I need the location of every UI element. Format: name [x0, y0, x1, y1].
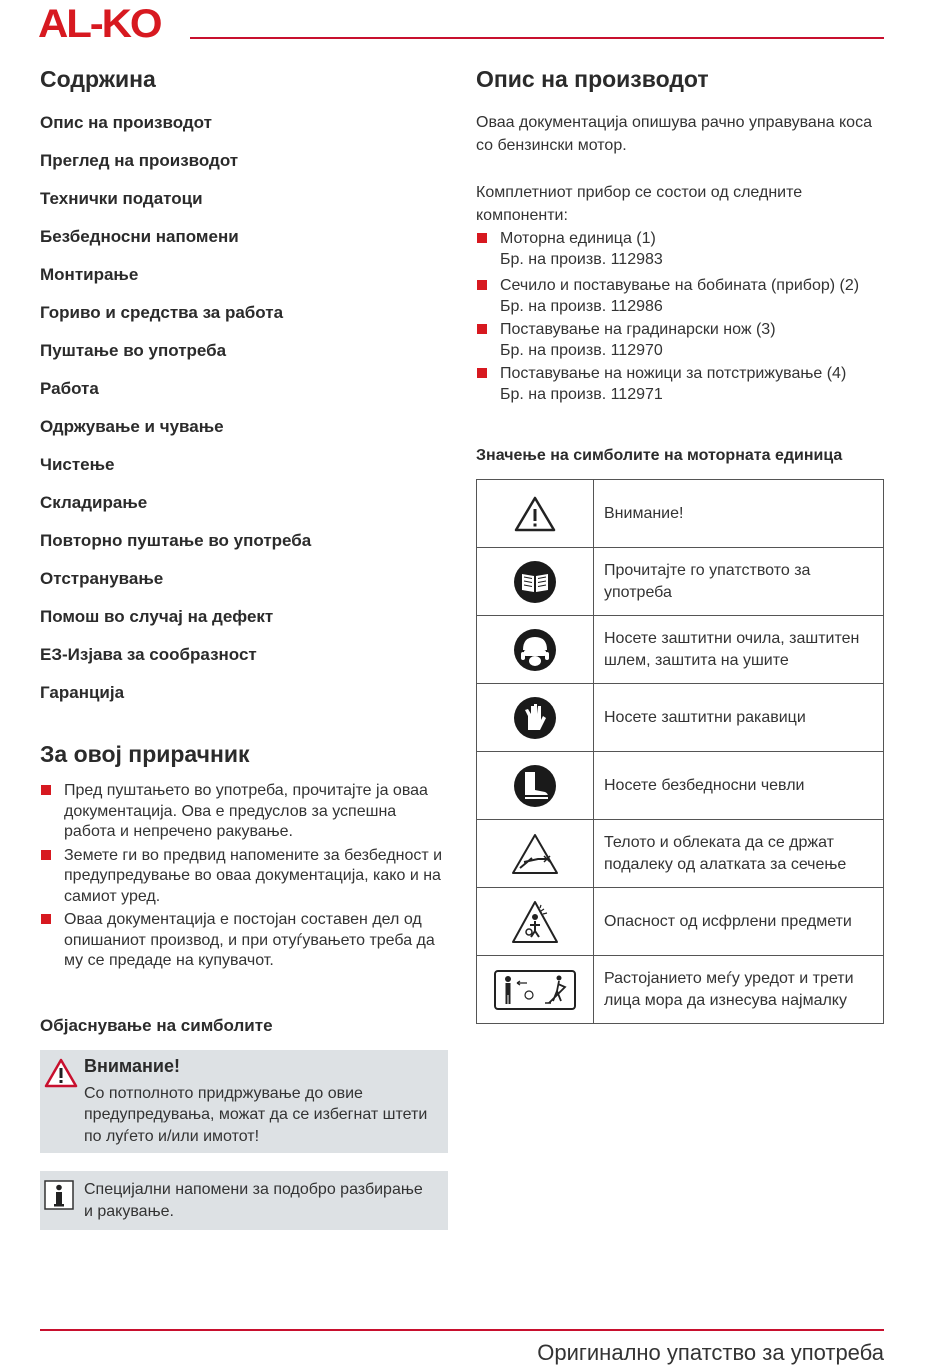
- components-intro: Комплетниот прибор се состои од следните компоненти:: [476, 184, 803, 224]
- safe-distance-icon: [477, 969, 593, 1011]
- toc-item[interactable]: Безбедносни напомени: [40, 227, 239, 246]
- bullet-text: Оваа документација е постојан составен дел од опишаниот производ, и при отуѓувањето треба да му се предаде на купувачот.: [64, 911, 435, 969]
- bullet-square-icon: [41, 785, 51, 795]
- component-part: Бр. на произв. 112983: [500, 250, 663, 268]
- left-column: [40, 66, 448, 1230]
- bullet-square-icon: [477, 368, 487, 378]
- toc-title: Содржина: [40, 66, 156, 92]
- component-item: [476, 320, 884, 361]
- table-row: [477, 548, 884, 616]
- table-row: [477, 820, 884, 888]
- symbol-text: Опасност од исфрлени предмети: [594, 888, 884, 956]
- symbol-text: Носете безбедносни чевли: [594, 752, 884, 820]
- bullet-item: [40, 846, 448, 908]
- bullet-square-icon: [477, 280, 487, 290]
- toc-item[interactable]: Пуштање во употреба: [40, 341, 227, 360]
- warning-triangle-icon: [44, 1058, 78, 1093]
- component-name: Моторна единица (1): [500, 230, 656, 247]
- bullet-square-icon: [41, 914, 51, 924]
- footer-rule: [40, 1329, 884, 1331]
- symbol-text: Прочитајте го упатството за употреба: [594, 548, 884, 616]
- component-part: Бр. на произв. 112971: [500, 385, 663, 403]
- table-row: [477, 956, 884, 1024]
- symbol-text: Носете заштитни ракавици: [594, 684, 884, 752]
- bullet-text: Пред пуштањето во употреба, прочитајте ја оваа документација. Ова е предуслов за успешна работа и непречено ракување.: [64, 782, 428, 840]
- toc-item[interactable]: Технички податоци: [40, 189, 203, 208]
- table-row: [477, 616, 884, 684]
- info-box: [40, 1171, 448, 1230]
- right-column: [476, 66, 884, 1024]
- footer-text: Оригинално упатство за употреба: [537, 1340, 884, 1365]
- manual-bullets: [40, 781, 448, 972]
- gloves-icon: [477, 696, 593, 740]
- symbol-text: Телото и облеката да се држат подалеку од алатката за сечење: [594, 820, 884, 888]
- product-title: Опис на производот: [476, 66, 709, 92]
- component-part: Бр. на произв. 112970: [500, 341, 663, 359]
- warning-text: Со потполното придржување до овие предупредувања, можат да се избегнат штети по луѓето и/или имотот!: [84, 1084, 428, 1145]
- component-name: Поставување на градинарски нож (3): [500, 321, 776, 338]
- header-rule: [190, 37, 884, 39]
- component-part: Бр. на произв. 112986: [500, 297, 663, 315]
- symbols-table: [476, 479, 884, 1024]
- warning-triangle-icon: [477, 495, 593, 533]
- component-name: Сечило и поставување на бобината (прибор) (2): [500, 277, 860, 294]
- motor-symbols-title: Значење на симболите на моторната единица: [476, 447, 843, 464]
- symbol-cell: [477, 820, 594, 888]
- toc-item[interactable]: Гориво и средства за работа: [40, 303, 284, 322]
- thrown-objects-icon: [477, 899, 593, 945]
- manual-title: За овој прирачник: [40, 741, 250, 767]
- bullet-item: [40, 910, 448, 972]
- toc-list: [40, 113, 448, 721]
- toc-item[interactable]: Повторно пуштање во употреба: [40, 531, 312, 550]
- info-icon: [44, 1180, 74, 1210]
- symbol-cell: [477, 548, 594, 616]
- bullet-text: Земете ги во предвид напомените за безбедност и предупредување во оваа документација, како и на самиот уред.: [64, 846, 443, 905]
- symbol-cell: [477, 616, 594, 684]
- read-manual-icon: [477, 560, 593, 604]
- table-row: [477, 480, 884, 548]
- symbol-text: Внимание!: [594, 480, 884, 548]
- component-name: Поставување на ножици за потстрижување (4): [500, 365, 847, 382]
- component-item: [476, 364, 884, 405]
- toc-item[interactable]: Чистење: [40, 455, 115, 474]
- toc-item[interactable]: Одржување и чување: [40, 417, 224, 436]
- symbol-cell: [477, 480, 594, 548]
- product-intro: Оваа документација опишува рачно управувана коса со бензински мотор.: [476, 114, 872, 154]
- keep-away-blade-icon: [477, 832, 593, 876]
- warning-title: Внимание!: [84, 1055, 180, 1076]
- table-row: [477, 752, 884, 820]
- table-row: [477, 888, 884, 956]
- toc-item[interactable]: Отстранување: [40, 569, 164, 588]
- toc-item[interactable]: Опис на производот: [40, 113, 212, 132]
- symbol-cell: [477, 956, 594, 1024]
- head-protection-icon: [477, 628, 593, 672]
- symbol-text: Растојанието меѓу уредот и трети лица мора да изнесува најмалку: [594, 956, 884, 1024]
- toc-item[interactable]: Преглед на производот: [40, 151, 239, 170]
- bullet-square-icon: [477, 233, 487, 243]
- table-row: [477, 684, 884, 752]
- symbols-explanation-title: Објаснување на симболите: [40, 1015, 273, 1035]
- symbol-cell: [477, 684, 594, 752]
- info-text: Специјални напомени за подобро разбирање и ракување.: [84, 1181, 423, 1220]
- symbol-cell: [477, 752, 594, 820]
- bullet-square-icon: [41, 850, 51, 860]
- logo-text: AL-KO: [38, 2, 161, 46]
- toc-item[interactable]: Монтирање: [40, 265, 139, 284]
- toc-item[interactable]: Складирање: [40, 493, 148, 512]
- toc-item[interactable]: Помош во случај на дефект: [40, 607, 274, 626]
- symbol-text: Носете заштитни очила, заштитен шлем, заштита на ушите: [594, 616, 884, 684]
- bullet-item: [40, 781, 448, 843]
- toc-item[interactable]: Гаранција: [40, 683, 125, 702]
- warning-box: [40, 1050, 448, 1154]
- toc-item[interactable]: Работа: [40, 379, 99, 398]
- safety-boots-icon: [477, 764, 593, 808]
- brand-logo: [38, 4, 183, 44]
- toc-item[interactable]: ЕЗ-Изјава за сообразност: [40, 645, 257, 664]
- symbol-cell: [477, 888, 594, 956]
- component-item: [476, 276, 884, 317]
- bullet-square-icon: [477, 324, 487, 334]
- components-list: [476, 229, 884, 405]
- component-item: [476, 229, 884, 270]
